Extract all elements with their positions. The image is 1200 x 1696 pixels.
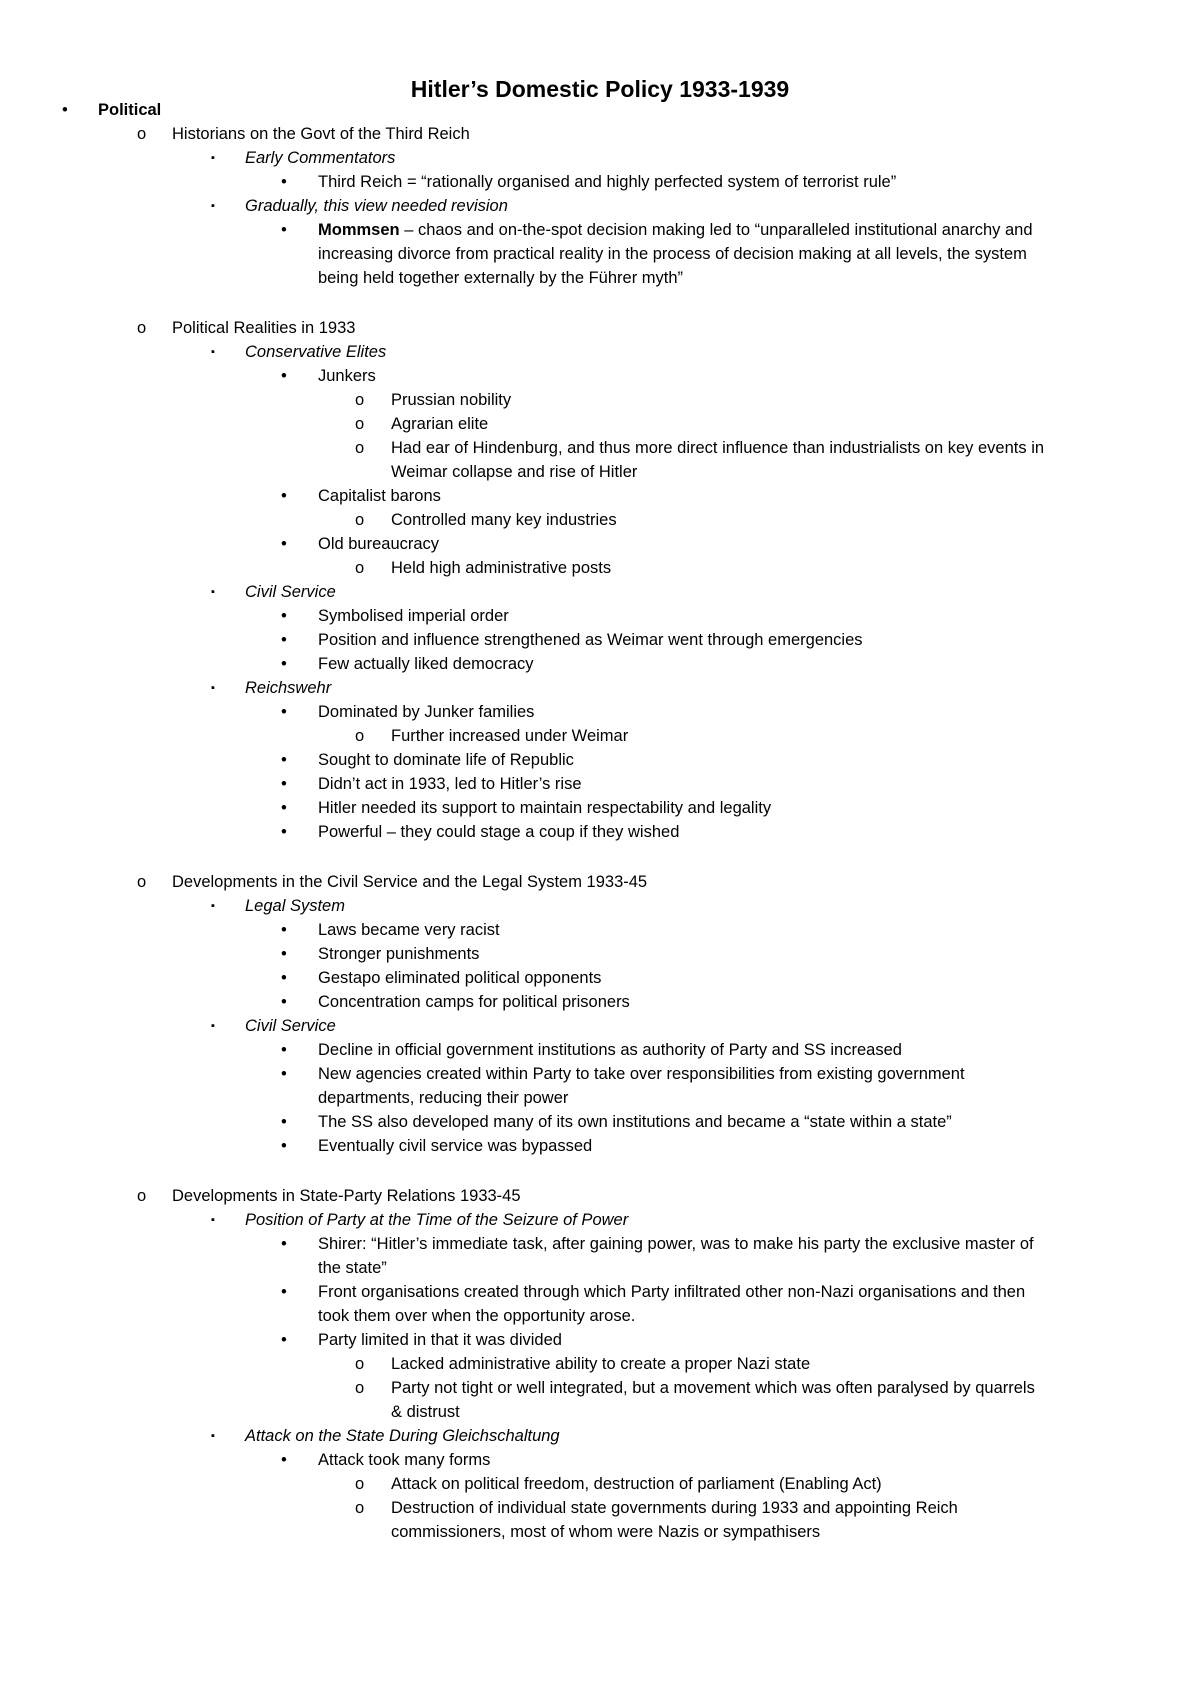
disc-bullet: • (281, 1065, 287, 1083)
disc-bullet: • (281, 655, 287, 673)
circle-bullet: o (355, 1499, 365, 1517)
list-item: Eventually civil service was bypassed (318, 1137, 593, 1155)
disc-bullet: • (281, 1041, 287, 1059)
list-item: Early Commentators (245, 149, 396, 167)
list-item: Attack took many forms (318, 1451, 491, 1469)
circle-bullet: o (355, 559, 365, 577)
circle-bullet: o (355, 511, 365, 529)
disc-bullet: • (281, 799, 287, 817)
square-bullet: ▪ (211, 682, 215, 694)
square-bullet: ▪ (211, 346, 215, 358)
square-bullet: ▪ (211, 152, 215, 164)
circle-bullet: o (355, 727, 365, 745)
list-item: Party limited in that it was divided (318, 1331, 562, 1349)
list-item: Developments in the Civil Service and the Legal System 1933-45 (172, 873, 648, 891)
disc-bullet: • (281, 1235, 287, 1253)
disc-bullet: • (281, 969, 287, 987)
disc-bullet: • (281, 1137, 287, 1155)
list-item: Lacked administrative ability to create a proper Nazi state (391, 1355, 811, 1373)
list-item: Shirer: “Hitler’s immediate task, after gaining power, was to make his party the exclusive master of (318, 1235, 1034, 1253)
disc-bullet: • (281, 751, 287, 769)
list-item: Capitalist barons (318, 487, 441, 505)
list-item: Historians on the Govt of the Third Reich (172, 125, 470, 143)
list-item: Position and influence strengthened as Weimar went through emergencies (318, 631, 863, 649)
list-item: Gestapo eliminated political opponents (318, 969, 602, 987)
disc-bullet: • (281, 607, 287, 625)
list-item: Held high administrative posts (391, 559, 612, 577)
square-bullet: ▪ (211, 586, 215, 598)
disc-bullet: • (281, 535, 287, 553)
list-item: Front organisations created through which Party infiltrated other non-Nazi organisations and then (318, 1283, 1026, 1301)
list-item: Old bureaucracy (318, 535, 440, 553)
disc-bullet: • (62, 101, 68, 119)
list-item: Few actually liked democracy (318, 655, 534, 673)
disc-bullet: • (281, 631, 287, 649)
list-item-continuation: increasing divorce from practical reality in the process of decision making at all levels, the system (318, 245, 1027, 263)
circle-bullet: o (355, 1355, 365, 1373)
list-item: Junkers (318, 367, 376, 385)
disc-bullet: • (281, 823, 287, 841)
list-item: Attack on the State During Gleichschaltung (245, 1427, 560, 1445)
circle-bullet: o (137, 1187, 147, 1205)
circle-bullet: o (137, 873, 147, 891)
disc-bullet: • (281, 703, 287, 721)
list-item: New agencies created within Party to take over responsibilities from existing government (318, 1065, 965, 1083)
list-item-continuation: commissioners, most of whom were Nazis or sympathisers (391, 1523, 821, 1541)
disc-bullet: • (281, 221, 287, 239)
list-item: Sought to dominate life of Republic (318, 751, 574, 769)
list-item: Hitler needed its support to maintain respectability and legality (318, 799, 772, 817)
circle-bullet: o (355, 391, 365, 409)
list-item: Attack on political freedom, destruction of parliament (Enabling Act) (391, 1475, 882, 1493)
circle-bullet: o (355, 415, 365, 433)
list-item-continuation: the state” (318, 1259, 387, 1277)
list-item: Symbolised imperial order (318, 607, 509, 625)
list-item: Developments in State-Party Relations 1933-45 (172, 1187, 521, 1205)
list-item: Legal System (245, 897, 345, 915)
list-item-continuation: being held together externally by the Führer myth” (318, 269, 684, 287)
list-item: Stronger punishments (318, 945, 480, 963)
disc-bullet: • (281, 1283, 287, 1301)
list-item: Agrarian elite (391, 415, 489, 433)
disc-bullet: • (281, 945, 287, 963)
square-bullet: ▪ (211, 200, 215, 212)
list-item-continuation: took them over when the opportunity arose. (318, 1307, 636, 1325)
list-item: Dominated by Junker families (318, 703, 535, 721)
list-item: The SS also developed many of its own institutions and became a “state within a state” (318, 1113, 952, 1131)
disc-bullet: • (281, 1451, 287, 1469)
list-item-continuation: Weimar collapse and rise of Hitler (391, 463, 638, 481)
list-item (318, 220, 1033, 240)
list-item: Reichswehr (245, 679, 332, 697)
section-heading-political: Political (98, 101, 162, 119)
list-item-continuation: departments, reducing their power (318, 1089, 569, 1107)
square-bullet: ▪ (211, 900, 215, 912)
list-item: Conservative Elites (245, 343, 387, 361)
list-item: Laws became very racist (318, 921, 500, 939)
page-title: Hitler’s Domestic Policy 1933-1939 (410, 76, 790, 102)
disc-bullet: • (281, 173, 287, 191)
disc-bullet: • (281, 921, 287, 939)
circle-bullet: o (355, 1379, 365, 1397)
list-item: Controlled many key industries (391, 511, 617, 529)
historian-name: Mommsen (318, 221, 400, 239)
circle-bullet: o (355, 1475, 365, 1493)
list-item: Decline in official government institutions as authority of Party and SS increased (318, 1041, 902, 1059)
list-item: Party not tight or well integrated, but a movement which was often paralysed by quarrels (391, 1379, 1035, 1397)
square-bullet: ▪ (211, 1020, 215, 1032)
disc-bullet: • (281, 993, 287, 1011)
list-item: Had ear of Hindenburg, and thus more direct influence than industrialists on key events in (391, 439, 1045, 457)
list-item: Destruction of individual state governments during 1933 and appointing Reich (391, 1499, 958, 1517)
list-item: Didn’t act in 1933, led to Hitler’s rise (318, 775, 582, 793)
list-item: Political Realities in 1933 (172, 319, 356, 337)
list-item-continuation: & distrust (391, 1403, 460, 1421)
quote-text: – chaos and on-the-spot decision making led to “unparalleled institutional anarchy and (399, 221, 1033, 239)
list-item: Powerful – they could stage a coup if they wished (318, 823, 680, 841)
disc-bullet: • (281, 367, 287, 385)
disc-bullet: • (281, 1113, 287, 1131)
circle-bullet: o (355, 439, 365, 457)
list-item: Civil Service (245, 1017, 336, 1035)
circle-bullet: o (137, 125, 147, 143)
list-item: Prussian nobility (391, 391, 512, 409)
list-item: Further increased under Weimar (391, 727, 629, 745)
square-bullet: ▪ (211, 1214, 215, 1226)
list-item: Gradually, this view needed revision (245, 197, 508, 215)
disc-bullet: • (281, 487, 287, 505)
list-item: Civil Service (245, 583, 336, 601)
list-item: Position of Party at the Time of the Seizure of Power (245, 1211, 629, 1229)
square-bullet: ▪ (211, 1430, 215, 1442)
list-item: Third Reich = “rationally organised and highly perfected system of terrorist rule” (318, 173, 897, 191)
disc-bullet: • (281, 775, 287, 793)
list-item: Concentration camps for political prisoners (318, 993, 630, 1011)
circle-bullet: o (137, 319, 147, 337)
disc-bullet: • (281, 1331, 287, 1349)
